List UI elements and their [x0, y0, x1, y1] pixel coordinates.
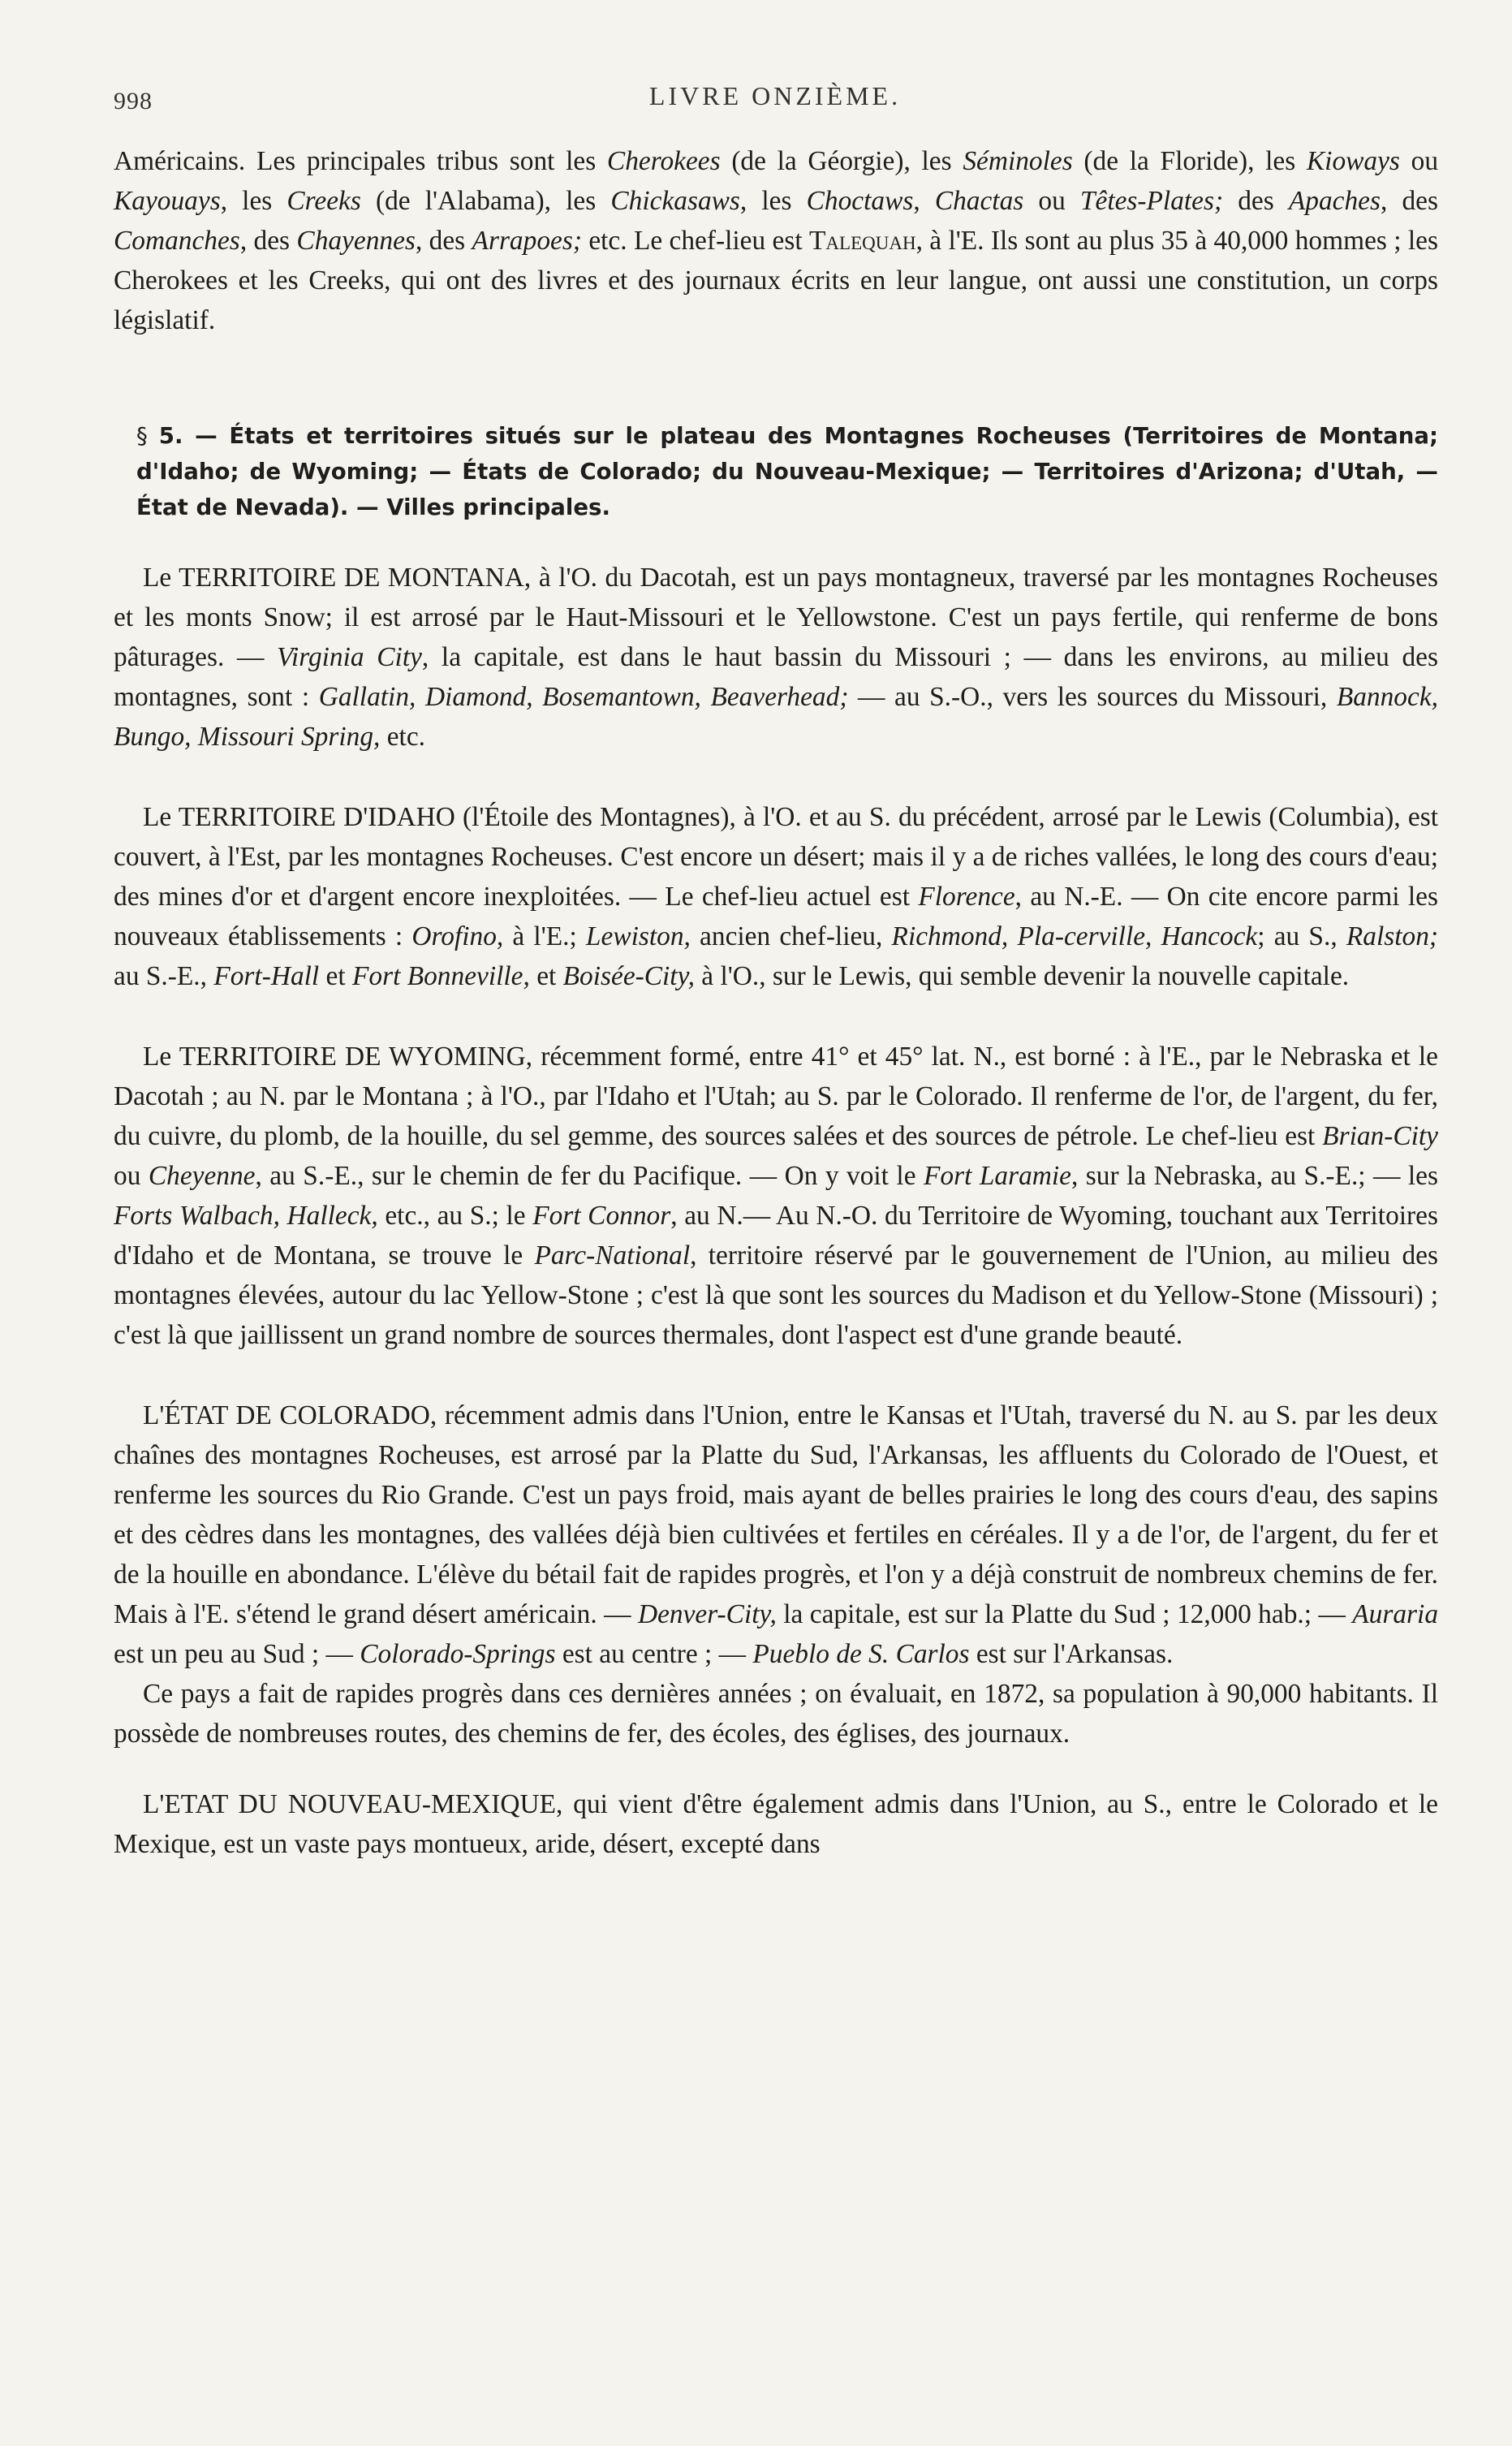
- text-run: , au N.— Au N.-O. du Territoire de Wyoming, touchant aux Territoires d'Idaho et de Montana, se trouve le: [114, 1201, 1438, 1270]
- italic-text: Florence: [918, 882, 1015, 912]
- italic-text: Têtes-Plates;: [1079, 186, 1224, 216]
- italic-text: Chactas: [934, 186, 1024, 216]
- text-run: , des: [415, 226, 472, 256]
- text-run: Le TERRITOIRE D'IDAHO (l'Étoile des Montagnes), à l'O. et au S. du précédent, arrosé par le Lewis (Columbia), est couvert, à l'Est, par les montagnes Rocheuses. C'est encore un désert; mais il y a de riches vallées, le long des cours d'eau; des mines d'or et d'argent encore inexploitées. — Le chef-lieu actuel est: [114, 802, 1438, 912]
- italic-text: Auraria: [1352, 1599, 1439, 1629]
- page-number: 998: [114, 88, 153, 114]
- text-run: Le TERRITOIRE DE WYOMING, récemment formé, entre 41° et 45° lat. N., est borné : à l'E., par le Nebraska et le Dacotah ; au N. par le Montana ; à l'O., par l'Idaho et l'Utah; au S. par le Colorado. Il renferme de l'or, de l'argent, du fer, du cuivre, du plomb, de la houille, du sel gemme, des sources salées et des sources de pétrole. Le chef-lieu est: [114, 1042, 1438, 1151]
- text-run: etc.: [380, 722, 425, 752]
- italic-text: Colorado-Springs: [360, 1639, 556, 1669]
- text-run: , les: [739, 186, 807, 216]
- text-run: , les: [220, 186, 287, 216]
- paragraph-tribes: [114, 141, 1438, 340]
- text-run: est sur l'Arkansas.: [969, 1639, 1174, 1669]
- italic-text: Creeks: [286, 186, 361, 216]
- paragraph-idaho: [114, 797, 1438, 996]
- text-run: ou: [1399, 146, 1439, 176]
- italic-text: Choctaws: [806, 186, 914, 216]
- italic-text: Chickasaws: [610, 186, 740, 216]
- paragraph-colorado-progress: [114, 1674, 1438, 1754]
- text-run: ou: [1023, 186, 1080, 216]
- text-run: et: [319, 961, 352, 991]
- italic-text: Brian-City: [1322, 1121, 1438, 1151]
- italic-text: Fort Connor: [532, 1201, 671, 1231]
- italic-text: Virginia City: [277, 642, 422, 672]
- text-run: , au N.-E. — On cite encore parmi les nouveaux établissements :: [114, 882, 1438, 951]
- running-title: LIVRE ONZIÈME.: [648, 81, 902, 110]
- italic-text: Cherokees: [606, 146, 721, 176]
- italic-text: Chayennes: [296, 226, 416, 256]
- text-run: est au centre ; —: [555, 1639, 753, 1669]
- text-run: , à l'E. Ils sont au plus 35 à 40,000 hommes ; les Cherokees et les Creeks, qui ont des livres et des journaux écrits en leur langue, ont aussi une constitution, un corps législatif.: [114, 226, 1438, 335]
- small-caps-text: Talequah: [809, 226, 916, 256]
- text-run: (de la Géorgie), les: [720, 146, 963, 176]
- text-run: ou: [114, 1161, 149, 1191]
- section-heading-text: 5. — États et territoires situés sur le plateau des Montagnes Rocheuses (Territoires de Montana; d'Idaho; de Wyoming; — États de Colorado; du Nouveau-Mexique; — Territoires d'Arizona; d'Utah, — État de Nevada). — Villes principales.: [136, 422, 1438, 520]
- page-body: [114, 141, 1438, 1864]
- text-run: à l'E.;: [503, 921, 586, 951]
- text-run: , des: [239, 226, 297, 256]
- italic-text: Ralston;: [1346, 921, 1439, 951]
- italic-text: Forts Walbach, Halleck,: [114, 1201, 378, 1231]
- italic-text: Parc-National: [534, 1240, 691, 1270]
- text-run: est un peu au Sud ; —: [114, 1639, 360, 1669]
- text-run: etc. Le chef-lieu est: [581, 226, 810, 256]
- italic-text: Kayouays: [114, 186, 221, 216]
- paragraph-montana: [114, 558, 1438, 757]
- paragraph-colorado: [114, 1396, 1438, 1674]
- text-run: ancien chef-lieu,: [690, 921, 892, 951]
- text-run: des: [1223, 186, 1289, 216]
- italic-text: Gallatin, Diamond, Bosemantown, Beaverhead;: [318, 682, 849, 712]
- italic-text: Boisée-City,: [562, 961, 695, 991]
- text-run: , la capitale, est dans le haut bassin du Missouri ; — dans les environs, au milieu des montagnes, sont :: [114, 642, 1438, 712]
- italic-text: Cheyenne: [148, 1161, 256, 1191]
- text-run: et: [529, 961, 563, 991]
- text-run: ,: [913, 186, 935, 216]
- italic-text: Bannock, Bungo, Missouri Spring,: [114, 682, 1438, 752]
- page-header: [114, 78, 1437, 127]
- italic-text: Richmond, Pla-cerville, Hancock: [891, 921, 1258, 951]
- italic-text: Fort-Hall: [213, 961, 320, 991]
- text-run: la capitale, est sur la Platte du Sud ; 12,000 hab.; —: [776, 1599, 1353, 1629]
- text-run: — au S.-O., vers les sources du Missouri,: [848, 682, 1337, 712]
- italic-text: Lewiston,: [585, 921, 691, 951]
- text-run: Ce pays a fait de rapides progrès dans ces dernières années ; on évaluait, en 1872, sa population à 90,000 habitants. Il possède de nombreuses routes, des chemins de fer, des écoles, des églises, des journaux.: [114, 1679, 1438, 1749]
- text-run: , au S.-E., sur le chemin de fer du Pacifique. — On y voit le: [255, 1161, 924, 1191]
- text-run: au S.-E.,: [114, 961, 214, 991]
- section-mark: §: [136, 422, 148, 449]
- text-run: L'ETAT DU NOUVEAU-MEXIQUE, qui vient d'être également admis dans l'Union, au S., entre le Colorado et le Mexique, est un vaste pays montueux, aride, désert, excepté dans: [114, 1789, 1438, 1859]
- text-run: , des: [1381, 186, 1438, 216]
- text-run: , territoire réservé par le gouvernement de l'Union, au milieu des montagnes élevées, autour du lac Yellow-Stone ; c'est là que sont les sources du Madison et du Yellow-Stone (Missouri) ; c'est là que jaillissent un grand nombre de sources thermales, dont l'aspect est d'une grande beauté.: [114, 1240, 1438, 1350]
- paragraph-nouveau-mexique: [114, 1784, 1438, 1864]
- text-run: , sur la Nebraska, au S.-E.; — les: [1071, 1161, 1438, 1191]
- paragraph-wyoming: [114, 1037, 1438, 1355]
- italic-text: Fort Laramie: [924, 1161, 1071, 1191]
- italic-text: Apaches: [1288, 186, 1381, 216]
- italic-text: Pueblo de S. Carlos: [752, 1639, 970, 1669]
- section-heading: [136, 418, 1438, 525]
- italic-text: Denver-City,: [637, 1599, 777, 1629]
- italic-text: Arrapoes;: [472, 226, 582, 256]
- italic-text: Séminoles: [963, 146, 1073, 176]
- text-run: (de l'Alabama), les: [360, 186, 611, 216]
- text-run: à l'O., sur le Lewis, qui semble devenir la nouvelle capitale.: [694, 961, 1350, 991]
- italic-text: Orofino,: [411, 921, 504, 951]
- italic-text: Comanches: [114, 226, 240, 256]
- text-run: etc., au S.; le: [377, 1201, 533, 1231]
- italic-text: Fort Bonneville,: [352, 961, 530, 991]
- text-run: ; au S.,: [1257, 921, 1346, 951]
- text-run: (de la Floride), les: [1072, 146, 1307, 176]
- text-run: Le TERRITOIRE DE MONTANA, à l'O. du Dacotah, est un pays montagneux, traversé par les montagnes Rocheuses et les monts Snow; il est arrosé par le Haut-Missouri et le Yellowstone. C'est un pays fertile, qui renferme de bons pâturages. —: [114, 563, 1438, 672]
- italic-text: Kioways: [1306, 146, 1400, 176]
- text-run: L'ÉTAT DE COLORADO, récemment admis dans l'Union, entre le Kansas et l'Utah, traversé du N. au S. par les deux chaînes des montagnes Rocheuses, est arrosé par la Platte du Sud, l'Arkansas, les affluents du Colorado de l'Ouest, et renferme les sources du Rio Grande. C'est un pays froid, mais ayant de belles prairies le long des cours d'eau, des sapins et des cèdres dans les montagnes, des vallées déjà bien cultivées et fertiles en céréales. Il y a de l'or, de l'argent, du fer et de la houille en abondance. L'élève du bétail fait de rapides progrès, et l'on y a déjà construit de nombreux chemins de fer. Mais à l'E. s'étend le grand désert américain. —: [114, 1400, 1438, 1629]
- text-run: Américains. Les principales tribus sont les: [114, 146, 607, 176]
